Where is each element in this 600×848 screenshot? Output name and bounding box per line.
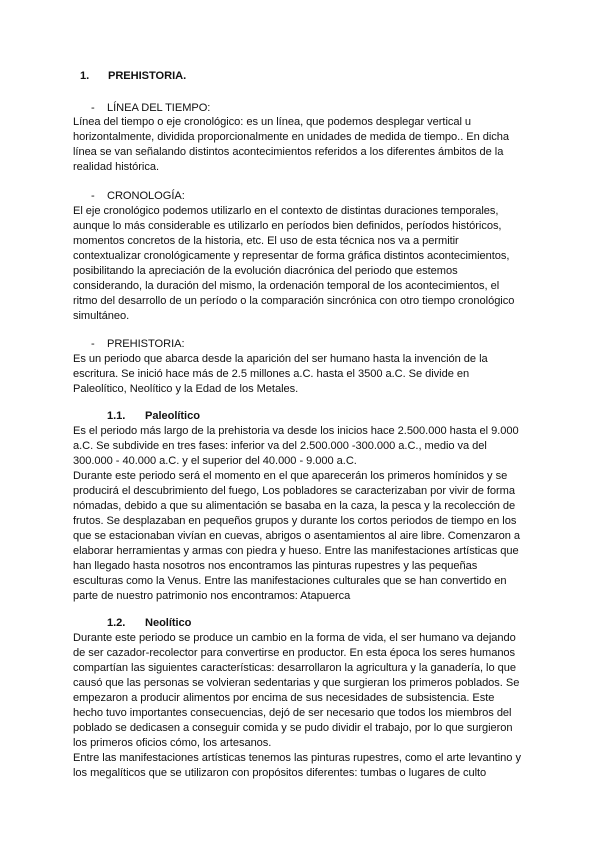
paragraph-line: Línea del tiempo o eje cronológico: es un línea, que podemos desplegar vertical u: [73, 116, 472, 128]
paragraph-line: poblado se dedicasen a conseguir comida y se pudo dividir el trabajo, por lo que surgieron: [73, 722, 513, 734]
paragraph-line: ritmo del desarrollo de un período o la comparación sincrónica con otro tiempo cronológico: [73, 295, 515, 307]
paragraph-line: Durante este periodo se produce un cambio en la forma de vida, el ser humano va dejando: [73, 632, 516, 644]
paragraph-line: línea se van señalando distintos acontecimientos referidos a los diferentes ámbitos de la: [73, 146, 504, 158]
section-number: 1.: [80, 70, 90, 82]
paragraph-line: El eje cronológico podemos utilizarlo en el contexto de distintas duraciones temporales,: [73, 205, 499, 217]
paragraph-line: elaborar herramientas y armas con piedra y hueso. Entre las manifestaciones artísticas que: [73, 545, 519, 557]
paragraph-line: los primeros oficios cómo, los artesanos.: [73, 737, 272, 749]
paragraph-line: a.C. Se subdivide en tres fases: inferior va del 2.500.000 -300.000 a.C., medio va del: [73, 440, 487, 452]
paragraph-line: aunque lo más considerable es utilizarlo en períodos bien definidos, períodos históricos,: [73, 220, 502, 232]
paragraph-line: causó que las personas se volvieran sedentarias y que surgieran los primeros poblados. Se: [73, 677, 520, 689]
paragraph-line: hecho tuvo importantes consecuencias, dejó de ser necesario que todos los miembros del: [73, 707, 512, 719]
paragraph-line: de ser cazador-recolector para convertirse en productor. En esta época los seres humanos: [73, 647, 516, 659]
paragraph-line: simultáneo.: [73, 310, 130, 322]
paragraph-line: que se estacionaban vivían en cuevas, abrigos o asentamientos al aire libre. Comenzaron a: [73, 530, 520, 542]
paragraph-line: nómadas, debido a que su alimentación se basaba en la caza, la pesca y la recolección de: [73, 500, 516, 512]
subsection-number: 1.2.: [107, 617, 126, 629]
bullet-label: CRONOLOGÍA:: [107, 190, 185, 202]
bullet-marker: -: [91, 102, 95, 114]
paragraph-line: esculturas como la Venus. Entre las manifestaciones culturales que se han convertido en: [73, 575, 507, 587]
paragraph-line: frutos. Se desplazaban en pequeños grupos y durante los cortos periodos de tiempo en los: [73, 515, 517, 527]
paragraph-line: momentos concretos de la historia, etc. El uso de esta técnica nos va a permitir: [73, 235, 459, 247]
section-title: PREHISTORIA.: [108, 70, 187, 82]
paragraph-line: posibilitando la apreciación de la evolución diacrónica del periodo que estemos: [73, 265, 458, 277]
paragraph-line: parte de nuestro patrimonio nos encontramos: Atapuerca: [73, 590, 351, 602]
paragraph-line: 300.000 - 40.000 a.C. y el superior del 40.000 - 9.000 a.C.: [73, 455, 357, 467]
paragraph-line: escritura. Se inició hace más de 2.5 millones a.C. hasta el 3500 a.C. Se divide en: [73, 368, 470, 380]
bullet-marker: -: [91, 338, 95, 350]
bullet-label: PREHISTORIA:: [107, 338, 185, 350]
paragraph-line: Es un periodo que abarca desde la aparición del ser humano hasta la invención de la: [73, 353, 488, 365]
subsection-number: 1.1.: [107, 410, 126, 422]
bullet-label: LÍNEA DEL TIEMPO:: [107, 102, 211, 114]
paragraph-line: los megalíticos que se utilizaron con propósitos diferentes: tumbas o lugares de culto: [73, 767, 487, 779]
paragraph-line: contextualizar cronológicamente y representar de forma gráfica distintos acontecimientos,: [73, 250, 510, 262]
paragraph-line: han llegado hasta nosotros nos encontramos las pinturas rupestres y las pequeñas: [73, 560, 478, 572]
paragraph-line: Durante este periodo será el momento en el que aparecerán los primeros homínidos y se: [73, 470, 508, 482]
subsection-title: Paleolítico: [145, 410, 200, 422]
bullet-marker: -: [91, 190, 95, 202]
paragraph-line: Entre las manifestaciones artísticas tenemos las pinturas rupestres, como el arte levantino y: [73, 752, 521, 764]
paragraph-line: producirá el descubrimiento del fuego, Los pobladores se caracterizaban por vivir de forma: [73, 485, 515, 497]
paragraph-line: compartían las siguientes características: desarrollaron la agricultura y la ganadería, lo que: [73, 662, 516, 674]
paragraph-line: realidad histórica.: [73, 161, 159, 173]
paragraph-line: considerando, la duración del mismo, la ordenación temporal de los acontecimientos, el: [73, 280, 500, 292]
paragraph-line: Paleolítico, Neolítico y la Edad de los Metales.: [73, 383, 299, 395]
paragraph-line: Es el periodo más largo de la prehistoria va desde los inicios hace 2.500.000 hasta el 9.000: [73, 425, 519, 437]
paragraph-line: empezaron a producir alimentos por encima de sus necesidades de subsistencia. Este: [73, 692, 495, 704]
subsection-title: Neolítico: [145, 617, 192, 629]
paragraph-line: horizontalmente, dividida proporcionalmente en unidades de medida de tiempo.. En dicha: [73, 131, 510, 143]
